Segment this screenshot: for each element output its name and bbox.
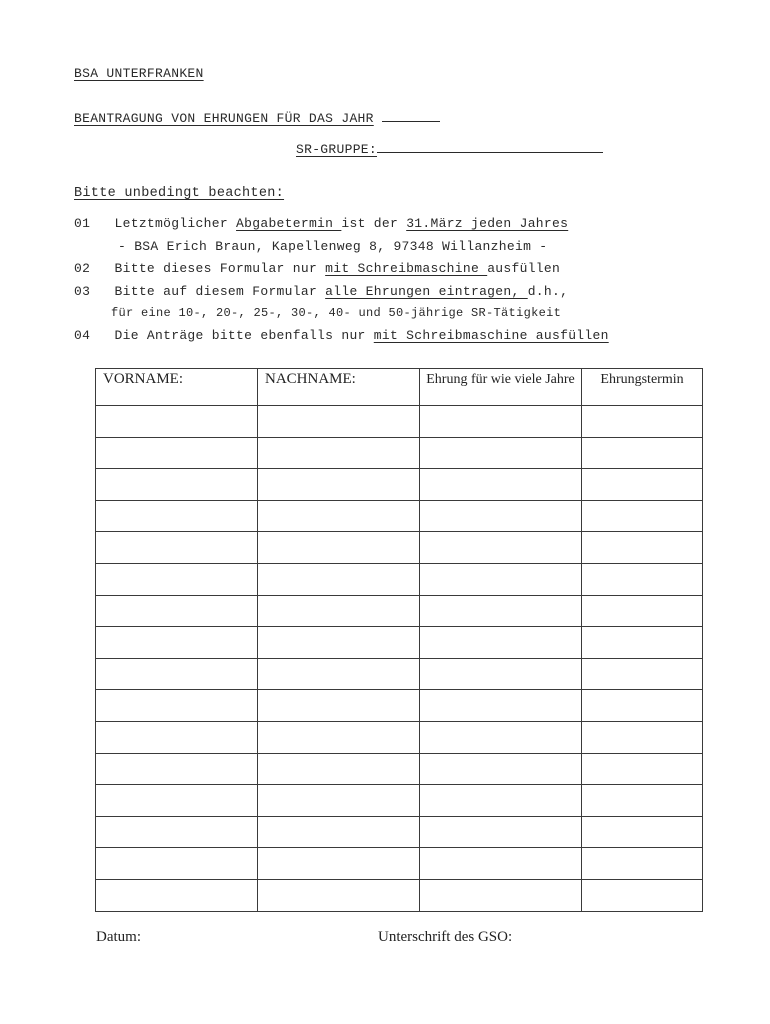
- item-text: Bitte auf diesem Formular: [114, 284, 326, 299]
- table-row: [96, 690, 703, 722]
- years-cell[interactable]: [420, 690, 582, 722]
- notice-subnote: für eine 10-, 20-, 25-, 30-, 40- und 50-jährige SR-Tätigkeit: [111, 306, 562, 320]
- item-emphasis: 31.März jeden Jahres: [406, 216, 569, 231]
- item-emphasis: alle Ehrungen eintragen,: [325, 284, 528, 299]
- item-text: ausfüllen: [487, 261, 561, 276]
- years-cell[interactable]: [420, 469, 582, 501]
- years-cell[interactable]: [420, 500, 582, 532]
- table-row: [96, 406, 703, 438]
- col-header-date: Ehrungstermin: [582, 369, 703, 406]
- table-row: [96, 627, 703, 659]
- item-emphasis: mit Schreibmaschine: [325, 261, 488, 276]
- table-row: [96, 816, 703, 848]
- item-text: ist der: [341, 216, 407, 231]
- years-cell[interactable]: [420, 785, 582, 817]
- vorname-cell[interactable]: [96, 500, 258, 532]
- date-cell[interactable]: [582, 816, 703, 848]
- notice-item-01: [74, 216, 568, 231]
- item-text: Die Anträge bitte ebenfalls nur: [114, 328, 374, 343]
- years-cell[interactable]: [420, 532, 582, 564]
- col-header-years: Ehrung für wie viele Jahre: [420, 369, 582, 406]
- date-cell[interactable]: [582, 406, 703, 438]
- table-row: [96, 848, 703, 880]
- item-text: d.h.,: [527, 284, 569, 299]
- table-body: [96, 406, 703, 912]
- notice-item-02: [74, 261, 560, 276]
- nachname-cell[interactable]: [258, 469, 420, 501]
- item-text: Bitte dieses Formular nur: [114, 261, 326, 276]
- org-name: BSA UNTERFRANKEN: [74, 66, 204, 81]
- table-row: [96, 595, 703, 627]
- date-cell[interactable]: [582, 500, 703, 532]
- nachname-cell[interactable]: [258, 437, 420, 469]
- nachname-cell[interactable]: [258, 879, 420, 911]
- date-cell[interactable]: [582, 627, 703, 659]
- date-cell[interactable]: [582, 437, 703, 469]
- date-cell[interactable]: [582, 753, 703, 785]
- notice-address: - BSA Erich Braun, Kapellenweg 8, 97348 Willanzheim -: [118, 239, 548, 254]
- years-cell[interactable]: [420, 816, 582, 848]
- vorname-cell[interactable]: [96, 627, 258, 659]
- vorname-cell[interactable]: [96, 816, 258, 848]
- vorname-cell[interactable]: [96, 753, 258, 785]
- date-cell[interactable]: [582, 469, 703, 501]
- nachname-cell[interactable]: [258, 690, 420, 722]
- years-cell[interactable]: [420, 848, 582, 880]
- date-label: Datum:: [96, 929, 141, 945]
- date-cell[interactable]: [582, 690, 703, 722]
- vorname-cell[interactable]: [96, 658, 258, 690]
- form-title: [74, 111, 440, 126]
- vorname-cell[interactable]: [96, 595, 258, 627]
- years-cell[interactable]: [420, 563, 582, 595]
- date-cell[interactable]: [582, 532, 703, 564]
- date-cell[interactable]: [582, 721, 703, 753]
- vorname-cell[interactable]: [96, 690, 258, 722]
- date-cell[interactable]: [582, 563, 703, 595]
- sr-group-line: [296, 142, 603, 157]
- item-emphasis: mit Schreibmaschine ausfüllen: [373, 328, 609, 343]
- sr-group-field[interactable]: [377, 152, 603, 153]
- nachname-cell[interactable]: [258, 721, 420, 753]
- years-cell[interactable]: [420, 595, 582, 627]
- years-cell[interactable]: [420, 406, 582, 438]
- item-number: 02: [74, 261, 91, 276]
- notice-heading: Bitte unbedingt beachten:: [74, 186, 285, 201]
- table-header-row: [96, 369, 703, 406]
- vorname-cell[interactable]: [96, 532, 258, 564]
- years-cell[interactable]: [420, 721, 582, 753]
- vorname-cell[interactable]: [96, 721, 258, 753]
- table-row: [96, 532, 703, 564]
- form-title-text: BEANTRAGUNG VON EHRUNGEN FÜR DAS JAHR: [74, 111, 374, 126]
- table-row: [96, 785, 703, 817]
- nachname-cell[interactable]: [258, 500, 420, 532]
- item-number: 04: [74, 328, 91, 343]
- notice-item-04: [74, 328, 609, 343]
- col-header-nachname: NACHNAME:: [258, 369, 420, 406]
- date-cell[interactable]: [582, 879, 703, 911]
- years-cell[interactable]: [420, 437, 582, 469]
- table-row: [96, 500, 703, 532]
- notice-item-03: [74, 284, 568, 299]
- vorname-cell[interactable]: [96, 437, 258, 469]
- nachname-cell[interactable]: [258, 532, 420, 564]
- nachname-cell[interactable]: [258, 406, 420, 438]
- table-row: [96, 658, 703, 690]
- nachname-cell[interactable]: [258, 785, 420, 817]
- years-cell[interactable]: [420, 658, 582, 690]
- table-row: [96, 753, 703, 785]
- years-cell[interactable]: [420, 753, 582, 785]
- years-cell[interactable]: [420, 879, 582, 911]
- table-row: [96, 721, 703, 753]
- table-row: [96, 563, 703, 595]
- nachname-cell[interactable]: [258, 563, 420, 595]
- date-cell[interactable]: [582, 595, 703, 627]
- date-cell[interactable]: [582, 785, 703, 817]
- signature-label: Unterschrift des GSO:: [378, 929, 513, 945]
- table-row: [96, 469, 703, 501]
- nachname-cell[interactable]: [258, 595, 420, 627]
- nachname-cell[interactable]: [258, 816, 420, 848]
- vorname-cell[interactable]: [96, 848, 258, 880]
- item-text: Letztmöglicher: [114, 216, 237, 231]
- vorname-cell[interactable]: [96, 469, 258, 501]
- nachname-cell[interactable]: [258, 753, 420, 785]
- vorname-cell[interactable]: [96, 879, 258, 911]
- years-cell[interactable]: [420, 627, 582, 659]
- nachname-cell[interactable]: [258, 658, 420, 690]
- vorname-cell[interactable]: [96, 785, 258, 817]
- year-field[interactable]: [382, 121, 440, 122]
- table-row: [96, 879, 703, 911]
- date-cell[interactable]: [582, 658, 703, 690]
- vorname-cell[interactable]: [96, 563, 258, 595]
- table-row: [96, 437, 703, 469]
- date-cell[interactable]: [582, 848, 703, 880]
- nachname-cell[interactable]: [258, 848, 420, 880]
- nachname-cell[interactable]: [258, 627, 420, 659]
- sr-group-label: SR-GRUPPE:: [296, 142, 378, 157]
- item-emphasis: Abgabetermin: [236, 216, 342, 231]
- vorname-cell[interactable]: [96, 406, 258, 438]
- col-header-vorname: VORNAME:: [96, 369, 258, 406]
- honors-table: [95, 368, 703, 912]
- item-number: 01: [74, 216, 91, 231]
- item-number: 03: [74, 284, 91, 299]
